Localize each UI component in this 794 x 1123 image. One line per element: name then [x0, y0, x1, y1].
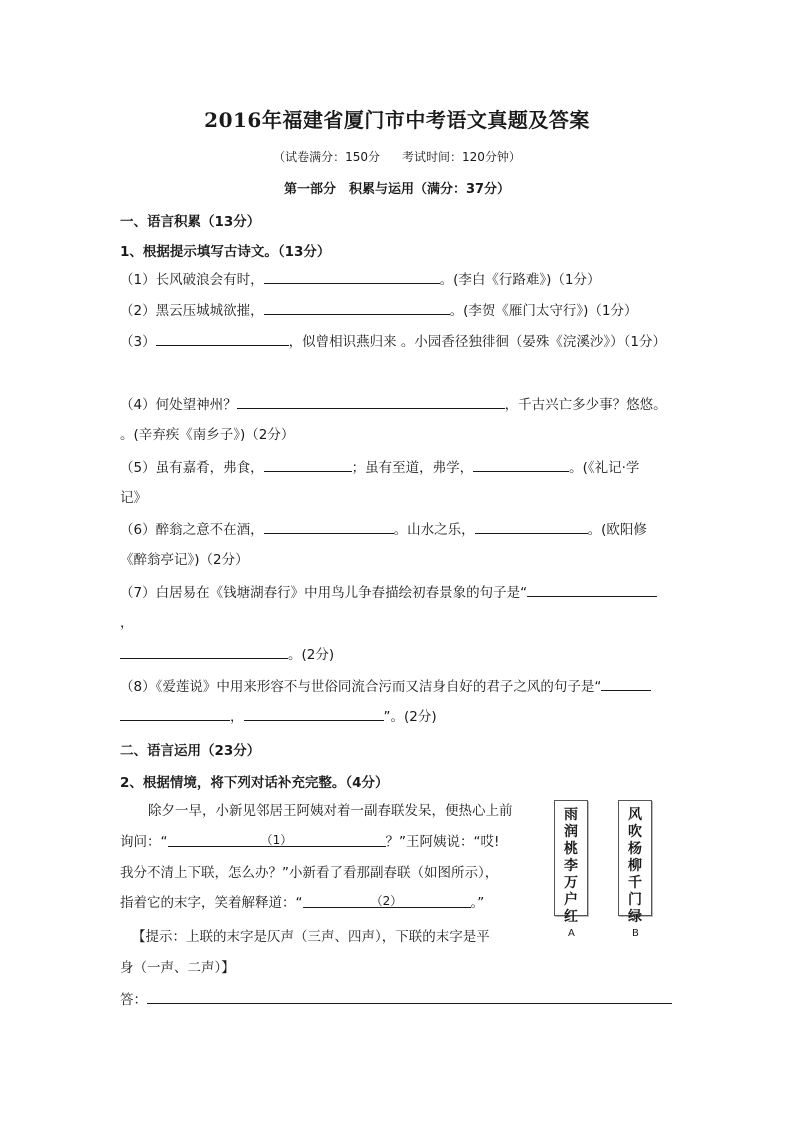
couplet-char: 户 [564, 892, 578, 908]
item-text: 。(李贺《雁门太守行》)（1分） [449, 303, 638, 319]
passage-text: 。” [470, 895, 485, 911]
fill-item [120, 520, 647, 539]
hint-line: 身（一声、二声）】 [120, 960, 235, 976]
couplet-char: 门 [628, 892, 642, 908]
answer-blank[interactable] [244, 707, 384, 721]
passage-line: 除夕一早，小新见邻居王阿姨对着一副春联发呆，便热心上前 [148, 803, 513, 819]
answer-label: 答： [120, 992, 147, 1008]
couplet-char: 千 [628, 875, 642, 891]
item-text: 。山水之乐， [393, 522, 475, 538]
fill-item [120, 270, 600, 289]
blank-label: （2） [370, 894, 403, 908]
fill-item [120, 301, 637, 320]
fill-item-cont: 记》 [120, 490, 147, 506]
item-text: （5）虽有嘉肴，弗食， [120, 460, 264, 476]
section-heading: 一、语言积累（13分） [120, 214, 261, 230]
dialog-blank-2[interactable] [303, 894, 471, 908]
item-text: （3） [120, 334, 156, 350]
item-text: ；虽有至道，弗学， [351, 460, 474, 476]
couplet-char: 李 [564, 858, 578, 874]
fill-item [120, 395, 667, 414]
fill-item [120, 583, 657, 602]
question-heading: 1、根据提示填写古诗文。（13分） [120, 244, 331, 260]
answer-blank[interactable] [120, 645, 288, 659]
fill-item-cont: 《醉翁亭记》)（2分） [120, 552, 249, 568]
couplet-char: 风 [628, 807, 642, 823]
exam-title: 2016年福建省厦门市中考语文真题及答案 [204, 108, 590, 132]
fill-item [120, 645, 334, 664]
item-text: （7）白居易在《钱塘湖春行》中用鸟儿争春描绘初春景象的句子是“ [120, 585, 528, 601]
answer-blank[interactable] [264, 270, 440, 284]
passage-text: ？”王阿姨说：“哎! [385, 834, 500, 850]
item-text: ， [230, 709, 244, 725]
question-heading: 2、根据情境，将下列对话补充完整。（4分） [120, 775, 389, 791]
answer-blank[interactable] [264, 458, 352, 472]
passage-text: 指着它的末字，笑着解释道：“ [120, 895, 303, 911]
couplet-char: 柳 [628, 858, 642, 874]
item-text: （2）黑云压城城欲摧， [120, 303, 264, 319]
answer-blank[interactable] [527, 583, 657, 597]
fill-item [120, 458, 639, 477]
time-note: 考试时间：120分钟） [402, 150, 521, 164]
item-text: （6）醉翁之意不在酒， [120, 522, 264, 538]
item-text: （1）长风破浪会有时， [120, 272, 264, 288]
passage-text: 询问：“ [120, 834, 168, 850]
answer-blank[interactable] [120, 707, 230, 721]
full-score-note: （试卷满分：150分 [273, 150, 380, 164]
hint-line: 【提示：上联的末字是仄声（三声、四声），下联的末字是平 [132, 929, 490, 945]
couplet-char: 绿 [628, 909, 642, 925]
dialog-blank-1[interactable] [168, 833, 386, 847]
fill-item-cont: ， [120, 615, 134, 631]
answer-blank[interactable] [237, 395, 505, 409]
item-text: （8）《爱莲说》中用来形容不与世俗同流合污而又洁身自好的君子之风的句子是“ [120, 679, 602, 695]
passage-line: 我分不清上下联，怎么办？”小新看了看那副春联（如图所示）， [120, 865, 499, 881]
couplet-char: 红 [564, 909, 578, 925]
couplet-scroll-a [554, 800, 588, 925]
couplet-label-a: A [568, 928, 575, 939]
fill-item [120, 677, 651, 696]
part-heading: 第一部分 积累与运用（满分：37分） [283, 182, 511, 197]
fill-item-cont: 。(辛弃疾《南乡子》)（2分） [120, 427, 295, 443]
blank-label: （1） [260, 833, 293, 847]
answer-blank[interactable] [475, 520, 588, 534]
fill-item [120, 707, 437, 726]
couplet-scroll-b [618, 800, 652, 925]
exam-subtitle [0, 148, 794, 165]
section-heading: 二、语言运用（23分） [120, 743, 261, 759]
item-text: 。(欧阳修 [587, 522, 647, 538]
item-text: 。(《礼记·学 [569, 460, 640, 476]
item-text: ，似曾相识燕归来 。小园香径独徘徊（晏殊《浣溪沙》）（1分） [288, 334, 666, 350]
answer-blank[interactable] [147, 990, 672, 1004]
item-text: ，千古兴亡多少事？悠悠。 [504, 397, 667, 413]
answer-blank[interactable] [156, 332, 289, 346]
couplet-char: 万 [564, 875, 578, 891]
couplet-char: 杨 [628, 841, 642, 857]
item-text: 。(2分) [288, 647, 335, 663]
answer-blank[interactable] [473, 458, 569, 472]
passage-line [120, 833, 499, 851]
item-text: ”。(2分) [383, 709, 437, 725]
passage-line [120, 894, 484, 912]
answer-blank[interactable] [264, 520, 394, 534]
couplet-char: 桃 [564, 841, 578, 857]
item-text: （4）何处望神州？ [120, 397, 237, 413]
answer-blank[interactable] [601, 677, 651, 691]
couplet-char: 吹 [628, 824, 642, 840]
couplet-label-b: B [632, 928, 639, 939]
couplet-char: 雨 [564, 807, 578, 823]
fill-item [120, 332, 666, 351]
item-text: 。(李白《行路难》)（1分） [439, 272, 601, 288]
answer-blank[interactable] [264, 301, 450, 315]
couplet-char: 润 [564, 824, 578, 840]
answer-line [120, 990, 672, 1009]
